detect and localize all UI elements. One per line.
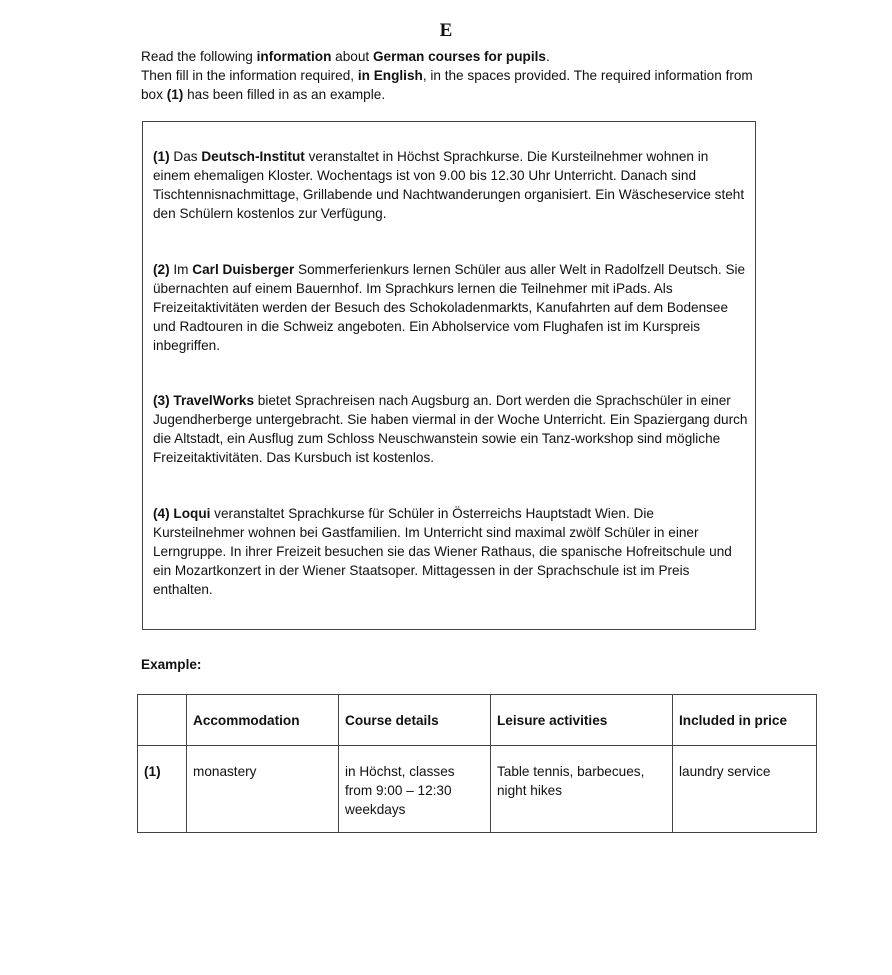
cell-included-in-price: laundry service <box>673 746 817 833</box>
instruction-line-2: Then fill in the information required, in English, in the spaces provided. The required information from box (1) has been filled in as an example. <box>141 68 753 102</box>
row-number: (1) <box>138 746 187 833</box>
header-included-in-price: Included in price <box>673 695 817 746</box>
example-label: Example: <box>141 657 202 672</box>
cell-leisure-activities: Table tennis, barbecues, night hikes <box>491 746 673 833</box>
example-table <box>137 694 817 833</box>
header-leisure-activities: Leisure activities <box>491 695 673 746</box>
course-paragraph-1: (1) Das Deutsch-Institut veranstaltet in Höchst Sprachkurse. Die Kursteilnehmer wohnen in einem ehemaligen Kloster. Wochentags ist von 9.00 bis 12.30 Uhr Unterricht. Danach sind Tischtennisnachmittage, Grillabende und Nachtwanderungen organisiert. Ein Wäscheservice steht den Schülern kostenlos zur Verfügung. <box>153 149 745 221</box>
header-blank <box>138 695 187 746</box>
header-accommodation: Accommodation <box>187 695 339 746</box>
section-letter: E <box>439 20 453 41</box>
cell-course-details: in Höchst, classes from 9:00 – 12:30 weekdays <box>339 746 491 833</box>
instruction-line-1: Read the following information about German courses for pupils. <box>141 49 550 64</box>
course-paragraph-2: (2) Im Carl Duisberger Sommerferienkurs lernen Schüler aus aller Welt in Radolfzell Deutsch. Sie übernachten auf einem Bauernhof. Im Sprachkurs lernen die Teilnehmer mit iPads. Als Freizeitaktivitäten werden der Besuch des Schokoladenmarkts, Kanufahrten auf dem Bodensee und Radtouren in die Schweiz angeboten. Ein Abholservice vom Flughafen ist im Kurspreis inbegriffen. <box>153 262 746 353</box>
instructions <box>141 47 771 104</box>
course-info-box <box>142 121 756 630</box>
course-paragraph-3: (3) TravelWorks bietet Sprachreisen nach Augsburg an. Dort werden die Sprachschüler in einer Jugendherberge untergebracht. Sie haben viermal in der Woche Unterricht. Ein Spaziergang durch die Altstadt, ein Ausflug zum Schloss Neuschwanstein sowie ein Tanz-workshop sind mögliche Freizeitaktivitäten. Das Kursbuch ist kostenlos. <box>153 393 748 465</box>
table-row <box>138 746 817 833</box>
course-paragraph-4: (4) Loqui veranstaltet Sprachkurse für Schüler in Österreichs Hauptstadt Wien. Die Kursteilnehmer wohnen bei Gastfamilien. Im Unterricht sind maximal zwölf Schüler in einer Lerngruppe. In ihrer Freizeit besuchen sie das Wiener Rathaus, die spanische Hofreitschule und ein Mozartkonzert in der Wiener Staatsoper. Mittagessen in der Sprachschule ist im Preis enthalten. <box>153 506 732 597</box>
table-header-row <box>138 695 817 746</box>
cell-accommodation: monastery <box>187 746 339 833</box>
header-course-details: Course details <box>339 695 491 746</box>
